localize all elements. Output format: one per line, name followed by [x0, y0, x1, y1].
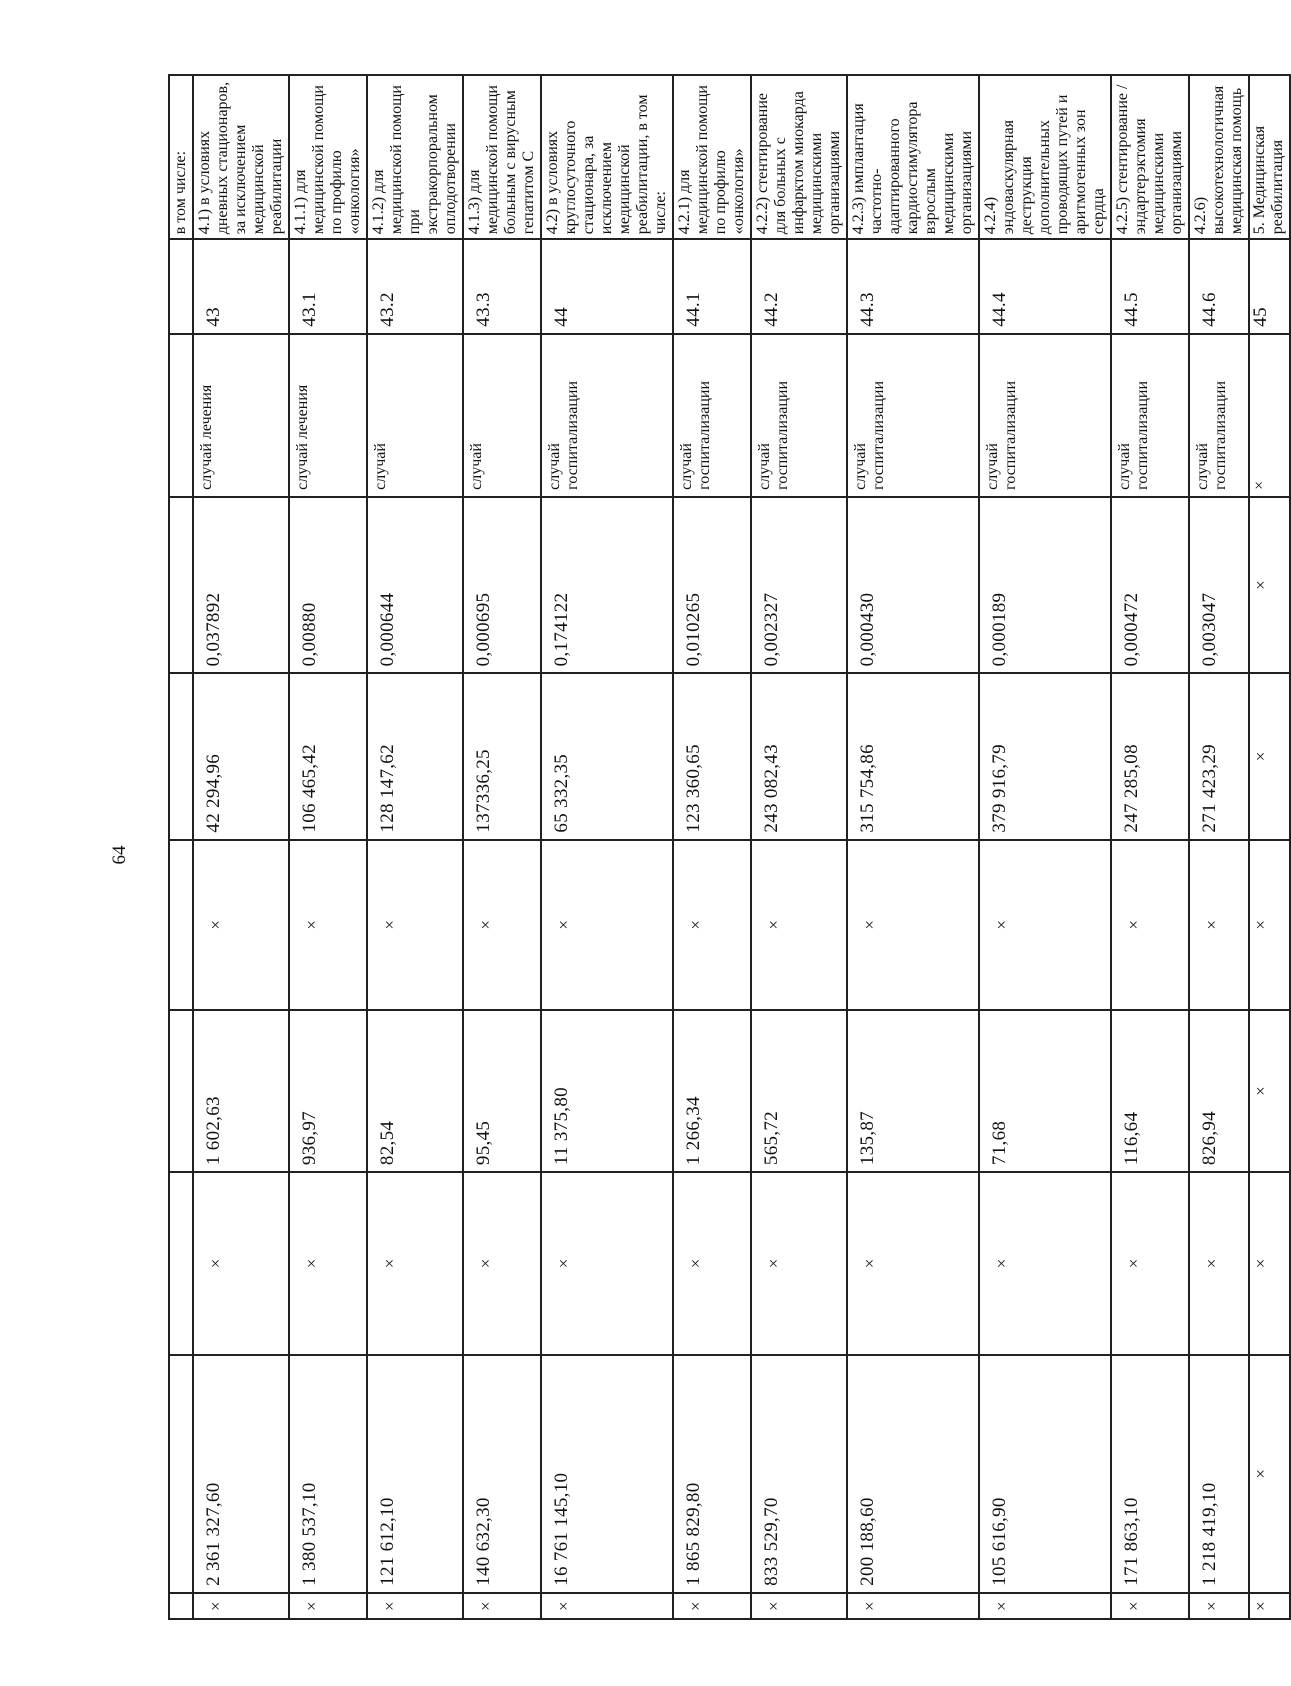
table-row: [673, 75, 751, 1640]
table-cell: ×: [847, 1593, 979, 1620]
rotated-table-container: [168, 74, 1286, 1640]
table-cell: 4.1.3) для медицинской помощи больным с вирусным гепатитом С: [463, 75, 541, 239]
table-cell: 0,000472: [1111, 497, 1189, 674]
table-cell: ×: [673, 1172, 751, 1355]
table-cell: случай лечения: [289, 334, 367, 497]
table-cell: ×: [289, 840, 367, 1010]
table-cell: случай госпитализации: [541, 334, 673, 497]
table-cell: [169, 1172, 193, 1355]
table-cell: ×: [193, 1172, 289, 1355]
table-cell: 43: [193, 239, 289, 333]
table-cell: [169, 840, 193, 1010]
main-table: [168, 74, 1291, 1640]
table-cell: 5. Медицинская реабилитация: [1249, 75, 1290, 239]
table-cell: ×: [1249, 840, 1290, 1010]
table-spacer: [169, 1619, 193, 1640]
table-cell: случай госпитализации: [673, 334, 751, 497]
table-cell: 936,97: [289, 1010, 367, 1172]
table-cell: ×: [979, 840, 1111, 1010]
table-cell: случай: [463, 334, 541, 497]
table-cell: 833 529,70: [751, 1355, 847, 1593]
table-spacer: [1189, 1619, 1249, 1640]
table-cell: 2 361 327,60: [193, 1355, 289, 1593]
table-cell: ×: [847, 1172, 979, 1355]
table-spacer: [673, 1619, 751, 1640]
table-cell: 121 612,10: [367, 1355, 463, 1593]
table-cell: ×: [751, 1593, 847, 1620]
table-cell: [169, 334, 193, 497]
table-cell: ×: [541, 1593, 673, 1620]
table-cell: 44.1: [673, 239, 751, 333]
table-cell: ×: [1249, 673, 1290, 839]
table-cell: случай: [367, 334, 463, 497]
table-cell: ×: [1111, 1593, 1189, 1620]
table-cell: ×: [1189, 840, 1249, 1010]
table-cell: ×: [367, 840, 463, 1010]
table-cell: 95,45: [463, 1010, 541, 1172]
table-cell: случай лечения: [193, 334, 289, 497]
table-cell: 140 632,30: [463, 1355, 541, 1593]
table-cell: 4.2.1) для медицинской помощи по профилю «онкология»: [673, 75, 751, 239]
page-number: 64: [109, 845, 130, 865]
table-cell: 0,000430: [847, 497, 979, 674]
table-cell: 4.2.5) стентирование / эндартерэктомия медицинскими организациями: [1111, 75, 1189, 239]
table-cell: [169, 673, 193, 839]
table-cell: ×: [1249, 1593, 1290, 1620]
table-row: [289, 75, 367, 1640]
table-cell: 45: [1249, 239, 1290, 333]
table-cell: 0,174122: [541, 497, 673, 674]
table-cell: 247 285,08: [1111, 673, 1189, 839]
table-cell: 128 147,62: [367, 673, 463, 839]
table-cell: 71,68: [979, 1010, 1111, 1172]
table-cell: 4.1) в условиях дневных стационаров, за исключением медицинской реабилитации: [193, 75, 289, 239]
table-cell: случай госпитализации: [847, 334, 979, 497]
table-cell: [169, 1010, 193, 1172]
table-row: [1249, 75, 1290, 1640]
table-spacer: [1249, 1619, 1290, 1640]
table-cell: 105 616,90: [979, 1355, 1111, 1593]
table-cell: 4.1.1) для медицинской помощи по профилю «онкология»: [289, 75, 367, 239]
table-cell: 0,002327: [751, 497, 847, 674]
table-cell: ×: [463, 840, 541, 1010]
table-cell: ×: [1249, 497, 1290, 674]
table-cell: 171 863,10: [1111, 1355, 1189, 1593]
table-cell: 4.2) в условиях круглосуточного стационара, за исключением медицинской реабилитации, в том числе:: [541, 75, 673, 239]
table-cell: случай госпитализации: [1111, 334, 1189, 497]
table-spacer: [289, 1619, 367, 1640]
table-cell: 0,000644: [367, 497, 463, 674]
table-cell: [169, 239, 193, 333]
table-cell: ×: [541, 1172, 673, 1355]
table-cell: ×: [1189, 1593, 1249, 1620]
table-cell: 16 761 145,10: [541, 1355, 673, 1593]
table-spacer: [979, 1619, 1111, 1640]
table-cell: ×: [541, 840, 673, 1010]
table-spacer: [463, 1619, 541, 1640]
table-cell: 200 188,60: [847, 1355, 979, 1593]
table-row: [463, 75, 541, 1640]
table-cell: 44.5: [1111, 239, 1189, 333]
table-cell: 565,72: [751, 1010, 847, 1172]
table-row: [1111, 75, 1189, 1640]
table-cell: 43.3: [463, 239, 541, 333]
table-cell: ×: [1111, 840, 1189, 1010]
table-cell: [169, 1593, 193, 1620]
table-row: [1189, 75, 1249, 1640]
table-row: [979, 75, 1111, 1640]
table-cell: ×: [1249, 1355, 1290, 1593]
table-cell: ×: [367, 1593, 463, 1620]
table-cell: ×: [193, 1593, 289, 1620]
table-cell: 4.2.4) эндоваскулярная деструкция дополнительных проводящих путей и аритмогенных зон сердца: [979, 75, 1111, 239]
table-cell: 4.1.2) для медицинской помощи при экстракорпоральном оплодотворении: [367, 75, 463, 239]
table-cell: 1 218 419,10: [1189, 1355, 1249, 1593]
table-cell: ×: [979, 1172, 1111, 1355]
table-spacer: [751, 1619, 847, 1640]
table-cell: 271 423,29: [1189, 673, 1249, 839]
table-cell: 1 602,63: [193, 1010, 289, 1172]
table-cell: 43.2: [367, 239, 463, 333]
table-cell: 315 754,86: [847, 673, 979, 839]
table-cell: ×: [289, 1172, 367, 1355]
table-cell: ×: [1249, 1172, 1290, 1355]
table-cell: 0,010265: [673, 497, 751, 674]
table-spacer: [541, 1619, 673, 1640]
table-cell: ×: [751, 1172, 847, 1355]
table-cell: ×: [289, 1593, 367, 1620]
table-cell: 379 916,79: [979, 673, 1111, 839]
table-row: [541, 75, 673, 1640]
table-cell: ×: [1249, 334, 1290, 497]
table-row: [751, 75, 847, 1640]
table-cell: ×: [367, 1172, 463, 1355]
table-cell: 0,000695: [463, 497, 541, 674]
table-cell: [169, 497, 193, 674]
table-cell: ×: [1111, 1172, 1189, 1355]
table-cell: 82,54: [367, 1010, 463, 1172]
table-header: [169, 75, 193, 1640]
table-cell: ×: [193, 840, 289, 1010]
table-cell: 135,87: [847, 1010, 979, 1172]
table-cell: 44: [541, 239, 673, 333]
table-cell: [169, 1355, 193, 1593]
table-cell: случай госпитализации: [1189, 334, 1249, 497]
table-cell: 44.4: [979, 239, 1111, 333]
table-cell: 44.2: [751, 239, 847, 333]
table-row: [367, 75, 463, 1640]
table-spacer: [847, 1619, 979, 1640]
table-spacer: [367, 1619, 463, 1640]
table-body: [169, 75, 1290, 1640]
table-cell: 65 332,35: [541, 673, 673, 839]
table-cell: ×: [979, 1593, 1111, 1620]
table-cell: ×: [673, 840, 751, 1010]
table-spacer: [1111, 1619, 1189, 1640]
table-cell: 0,037892: [193, 497, 289, 674]
table-cell: 0,00880: [289, 497, 367, 674]
table-cell: 1 865 829,80: [673, 1355, 751, 1593]
table-cell: 11 375,80: [541, 1010, 673, 1172]
table-row: [193, 75, 289, 1640]
table-cell: 1 380 537,10: [289, 1355, 367, 1593]
table-cell: 0,000189: [979, 497, 1111, 674]
table-cell: ×: [847, 840, 979, 1010]
table-cell: 44.3: [847, 239, 979, 333]
table-cell: ×: [1249, 1010, 1290, 1172]
table-cell: 123 360,65: [673, 673, 751, 839]
table-cell: ×: [673, 1593, 751, 1620]
table-cell: ×: [463, 1593, 541, 1620]
table-cell: ×: [1189, 1172, 1249, 1355]
table-cell: 4.2.2) стентирование для больных с инфарктом миокарда медицинскими организациями: [751, 75, 847, 239]
table-cell: 42 294,96: [193, 673, 289, 839]
table-cell: ×: [751, 840, 847, 1010]
table-cell: 106 465,42: [289, 673, 367, 839]
table-cell: 44.6: [1189, 239, 1249, 333]
table-cell: ×: [463, 1172, 541, 1355]
table-cell: 243 082,43: [751, 673, 847, 839]
table-row: [847, 75, 979, 1640]
table-cell: случай госпитализации: [751, 334, 847, 497]
table-cell: 137336,25: [463, 673, 541, 839]
table-cell: 826,94: [1189, 1010, 1249, 1172]
table-cell: 4.2.6) высокотехнологичная медицинская помощь: [1189, 75, 1249, 239]
table-cell: 116,64: [1111, 1010, 1189, 1172]
table-cell: 4.2.3) имплантация частотно-адаптированного кардиостимулятора взрослым медицинскими организациями: [847, 75, 979, 239]
table-cell: случай госпитализации: [979, 334, 1111, 497]
table-spacer: [193, 1619, 289, 1640]
table-cell: 43.1: [289, 239, 367, 333]
table-cell: 0,003047: [1189, 497, 1249, 674]
table-cell: в том числе:: [169, 75, 193, 239]
table-cell: 1 266,34: [673, 1010, 751, 1172]
